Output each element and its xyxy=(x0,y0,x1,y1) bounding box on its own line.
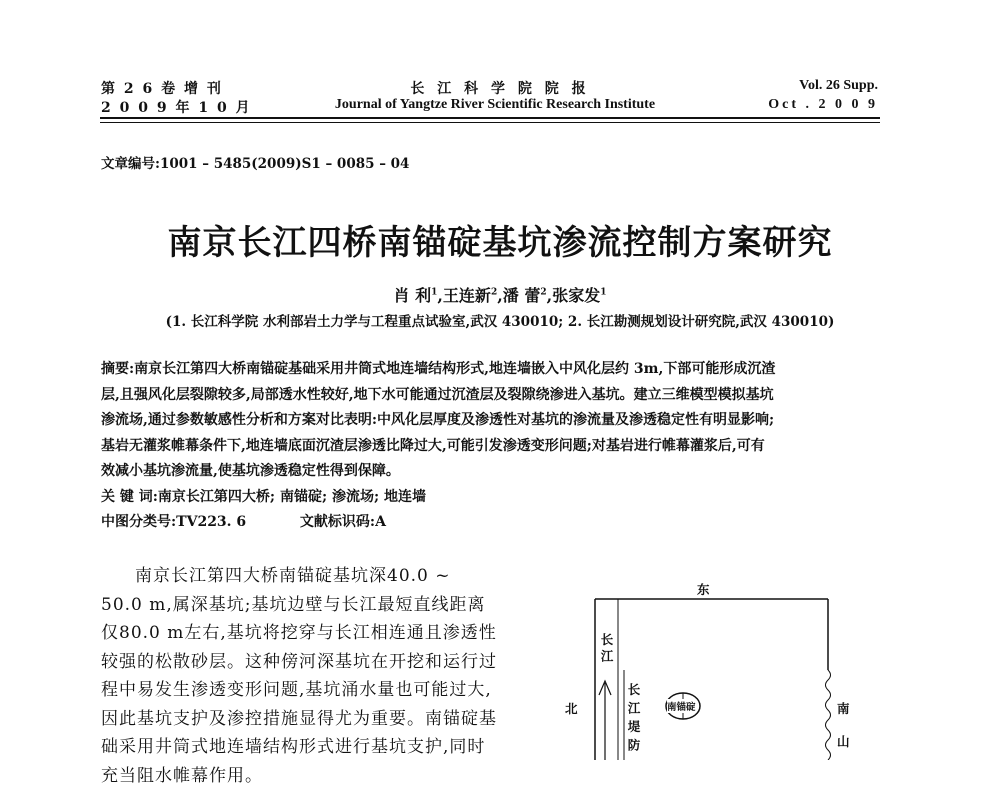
keywords: 关 键 词:南京长江第四大桥; 南锚碇; 渗流场; 地连墙 xyxy=(101,485,891,511)
journal-volume-en: Vol. 26 Supp. xyxy=(799,78,878,94)
body-line: 础采用井筒式地连墙结构形式进行基坑支护,同时 xyxy=(101,733,509,762)
journal-title-en: Journal of Yangtze River Scientific Research Institute xyxy=(0,97,990,113)
abstract-line: 基岩无灌浆帷幕条件下,地连墙底面沉渣层渗透比降过大,可能引发渗透变形问题;对基岩进行帷幕灌浆后,可有 xyxy=(101,434,891,460)
label-river: 长江 xyxy=(597,633,615,666)
classification-row xyxy=(101,510,891,536)
body-line: 充当阻水帷幕作用。 xyxy=(101,762,509,790)
header-rule-thin xyxy=(100,122,880,123)
abstract-line: 层,且强风化层裂隙较多,局部透水性较好,地下水可能通过沉渣层及裂隙绕渗进入基坑。建立三维模型模拟基坑 xyxy=(101,383,891,409)
abstract-line: 摘要:南京长江第四大桥南锚碇基础采用井筒式地连墙结构形式,地连墙嵌入中风化层约 3m,下部可能形成沉渣 xyxy=(101,357,891,383)
affiliation: (1. 长江科学院 水利部岩土力学与工程重点试验室,武汉 430010; 2. 长江勘测规划设计研究院,武汉 430010) xyxy=(0,310,1000,330)
author-3: ,潘 蕾$^2$ xyxy=(497,286,546,305)
author-1: 肖 利$^1$ xyxy=(394,286,438,305)
journal-date-en: Oct . 2 0 0 9 xyxy=(768,97,878,113)
body-line: 因此基坑支护及渗控措施显得尤为重要。南锚碇基 xyxy=(101,705,509,734)
body-line: 南京长江第四大桥南锚碇基坑深40.0 ~ xyxy=(101,562,509,591)
body-line: 50.0 m,属深基坑;基坑边壁与长江最短直线距离 xyxy=(101,591,509,620)
paper-title: 南京长江四桥南锚碇基坑渗流控制方案研究 xyxy=(0,215,1000,264)
label-north: 北 xyxy=(565,699,578,717)
article-id: 文章编号:1001 – 5485(2009)S1 – 0085 – 04 xyxy=(101,152,409,172)
document-code: 文献标识码:A xyxy=(300,514,386,530)
author-2: ,王连新$^2$ xyxy=(437,286,497,305)
body-column xyxy=(101,562,509,790)
site-figure xyxy=(560,575,890,760)
journal-title-cn: 长 江 科 学 院 院 报 xyxy=(0,78,1000,98)
abstract xyxy=(101,357,891,536)
author-list xyxy=(0,283,1000,306)
journal-volume: 第 2 6 卷 增 刊 xyxy=(101,78,223,98)
body-line: 较强的松散砂层。这种傍河深基坑在开挖和运行过 xyxy=(101,648,509,677)
label-levee: 长江堤防 xyxy=(624,683,642,757)
body-line: 仅80.0 m左右,基坑将挖穿与长江相连通且渗透性 xyxy=(101,619,509,648)
abstract-line: 渗流场,通过参数敏感性分析和方案对比表明:中风化层厚度及渗透性对基坑的渗流量及渗透稳定性有明显影响; xyxy=(101,408,891,434)
mountain-boundary xyxy=(826,670,831,760)
label-east: 东 xyxy=(697,580,710,598)
journal-date: 2 0 0 9 年 1 0 月 xyxy=(101,97,252,117)
abstract-line: 效减小基坑渗流量,使基坑渗透稳定性得到保障。 xyxy=(101,459,891,485)
classification-code: 中图分类号:TV223. 6 xyxy=(101,514,246,530)
label-south: 南 xyxy=(837,699,850,717)
label-mountain: 山 xyxy=(837,732,850,750)
author-4: ,张家发$^1$ xyxy=(547,286,607,305)
label-anchor: 南锚碇 xyxy=(667,699,696,713)
body-line: 程中易发生渗透变形问题,基坑涌水量也可能过大, xyxy=(101,676,509,705)
header-rule-thick xyxy=(100,117,880,119)
